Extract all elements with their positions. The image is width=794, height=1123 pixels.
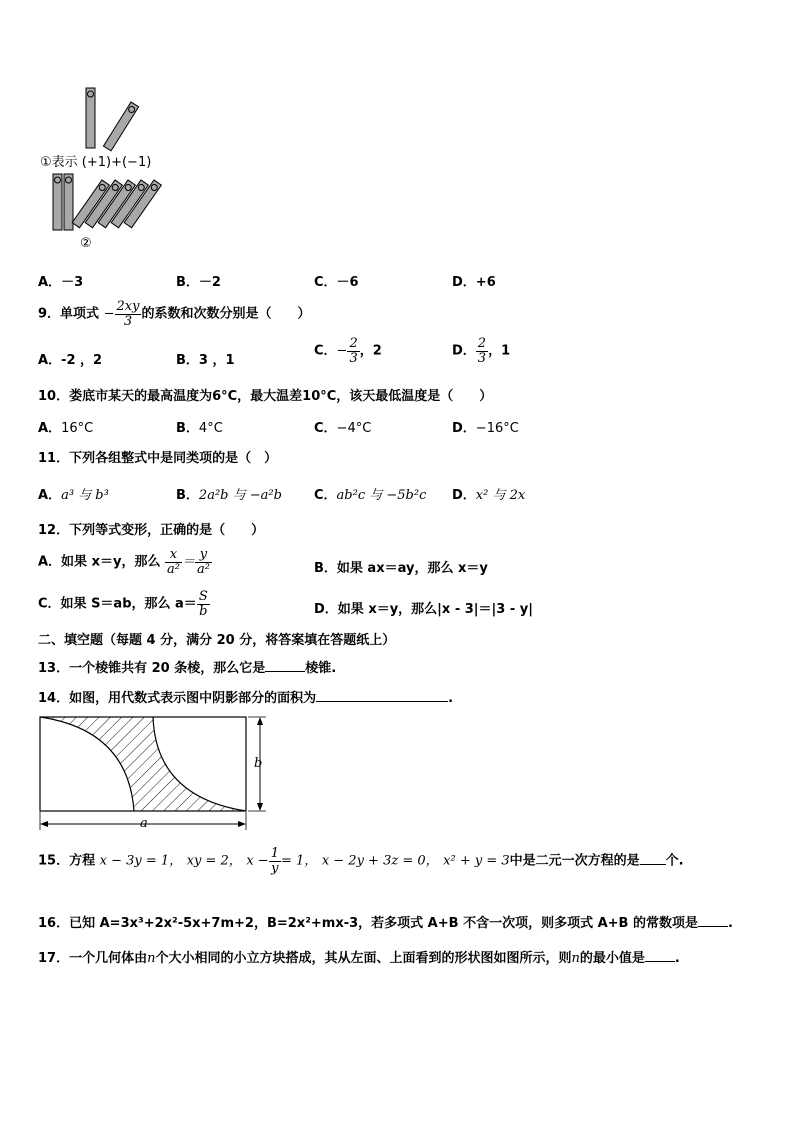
q9-option-d: D． $\frac{2}{3}$ ，1 [452,336,511,366]
q15-question: 15．方程 x − 3y = 1， xy = 2， x − $\frac{1}{y}$ = 1， x − 2y + 3z = 0， x² + y = 3中是二元一次方程的是 个. [38,846,684,876]
q10-option-d: D．−16°C [452,421,519,436]
q9-fraction: $\frac{2xy}{3}$ [116,299,140,329]
sticks-figure [36,84,196,256]
q13-answer-blank[interactable] [265,671,305,672]
q9-option-a: A．-2 ，2 [38,353,103,368]
q17-question: 17．一个几何体由n个大小相同的小立方块搭成，其从左面、上面看到的形状图如图所示，则n的最小值是 . [38,951,680,966]
q11-option-d: D．x² 与 2x [452,488,526,503]
q8-option-b: B．－2 [176,275,221,290]
q12-option-b: B．如果 ax＝ay，那么 x＝y [314,561,488,576]
q14-question: 14．如图，用代数式表示图中阴影部分的面积为 . [38,691,454,706]
q8-option-a: A．－3 [38,275,84,290]
q11-option-b: B．2a²b 与 −a²b [176,488,282,503]
q12-option-d: D．如果 x＝y，那么|x - 3|＝|3 - y| [314,602,534,617]
q9-option-b: B．3 ，1 [176,353,235,368]
q10-option-c: C．−4°C [314,421,372,436]
q14-label-a: a [140,816,148,831]
q16-answer-blank[interactable] [698,926,728,927]
q9-question: 9．单项式 − $\frac{2xy}{3}$ 的系数和次数分别是（ ） [38,299,311,329]
q14-answer-blank[interactable] [316,701,448,702]
q12-option-c: C．如果 S＝ab，那么 a＝ $\frac{S}{b}$ [38,589,208,619]
q16-question: 16．已知 A=3x³+2x²-5x+7m+2，B=2x²+mx-3，若多项式 A+B 不含一次项，则多项式 A+B 的常数项是 . [38,916,733,931]
q8-option-d: D．+6 [452,275,496,290]
q13-question: 13．一个棱锥共有 20 条棱，那么它是 棱锥. [38,661,337,676]
figure-label-1: ①表示 (+1)+(−1) [40,155,152,170]
q11-option-c: C．ab²c 与 −5b²c [314,488,427,503]
q10-question: 10．娄底市某天的最高温度为6°C，最大温差10°C，该天最低温度是（ ） [38,389,493,404]
q11-option-a: A．a³ 与 b³ [38,488,109,503]
figure-label-2: ② [80,236,92,251]
q17-answer-blank[interactable] [645,961,675,962]
q14-label-b: b [254,756,263,771]
q11-question: 11．下列各组整式中是同类项的是（ ） [38,451,278,466]
q12-question: 12．下列等式变形，正确的是（ ） [38,523,265,538]
q8-option-c: C．－6 [314,275,359,290]
q10-option-b: B．4°C [176,421,223,436]
q14-shaded-region-figure [36,712,276,834]
q10-option-a: A．16°C [38,421,94,436]
q9-option-c: C．− $\frac{2}{3}$ ，2 [314,336,382,366]
q15-answer-blank[interactable] [640,864,666,865]
section-heading: 二、填空题（每题 4 分，满分 20 分，将答案填在答题纸上） [38,633,396,648]
q12-option-a: A．如果 x＝y，那么 $\frac{x}{\text{a²}}$ ＝ $\frac{y}{\text{a²}}$ [38,547,210,577]
